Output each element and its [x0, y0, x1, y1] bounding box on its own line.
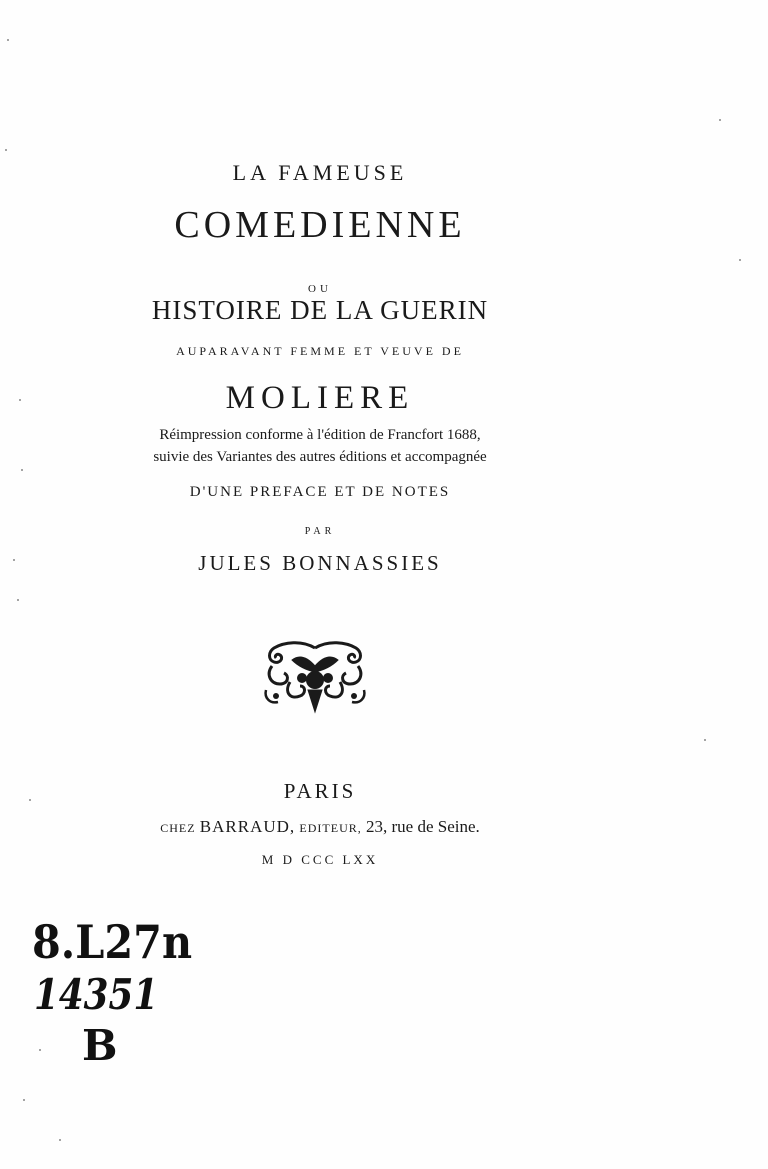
publisher-address: 23, rue de Seine.	[366, 817, 480, 836]
author-name: JULES BONNASSIES	[198, 551, 442, 575]
publisher-role: EDITEUR,	[299, 821, 362, 835]
stamp-line-2: 14351	[34, 970, 159, 1019]
imprint-date: M D CCC LXX	[261, 852, 379, 867]
reimpression-line-1: Réimpression conforme à l'édition de Francfort 1688,	[159, 427, 481, 443]
imprint-publisher	[0, 817, 640, 837]
imprint-city: PARIS	[283, 779, 357, 803]
preface-line: D'UNE PREFACE ET DE NOTES	[189, 484, 451, 500]
publisher-name: BARRAUD,	[199, 817, 296, 836]
subtitle-line-auparavant: AUPARAVANT FEMME ET VEUVE DE	[176, 344, 464, 358]
library-call-number-stamp	[30, 915, 193, 1075]
reimpression-line-2: suivie des Variantes des autres éditions et accompagnée	[153, 449, 487, 465]
stamp-line-3: B	[82, 1021, 118, 1070]
floral-ornament-icon	[262, 640, 368, 714]
title-line-histoire: HISTOIRE DE LA GUERIN	[151, 295, 489, 325]
title-line-moliere: MOLIERE	[225, 380, 415, 416]
title-line-ou: OU	[308, 283, 332, 295]
title-line-la-fameuse: LA FAMEUSE	[232, 160, 408, 185]
publisher-chez: CHEZ	[160, 821, 196, 835]
stamp-line-1: 8.L27n	[32, 915, 193, 969]
par-line: PAR	[304, 526, 336, 537]
title-line-comedienne: COMEDIENNE	[174, 204, 466, 246]
